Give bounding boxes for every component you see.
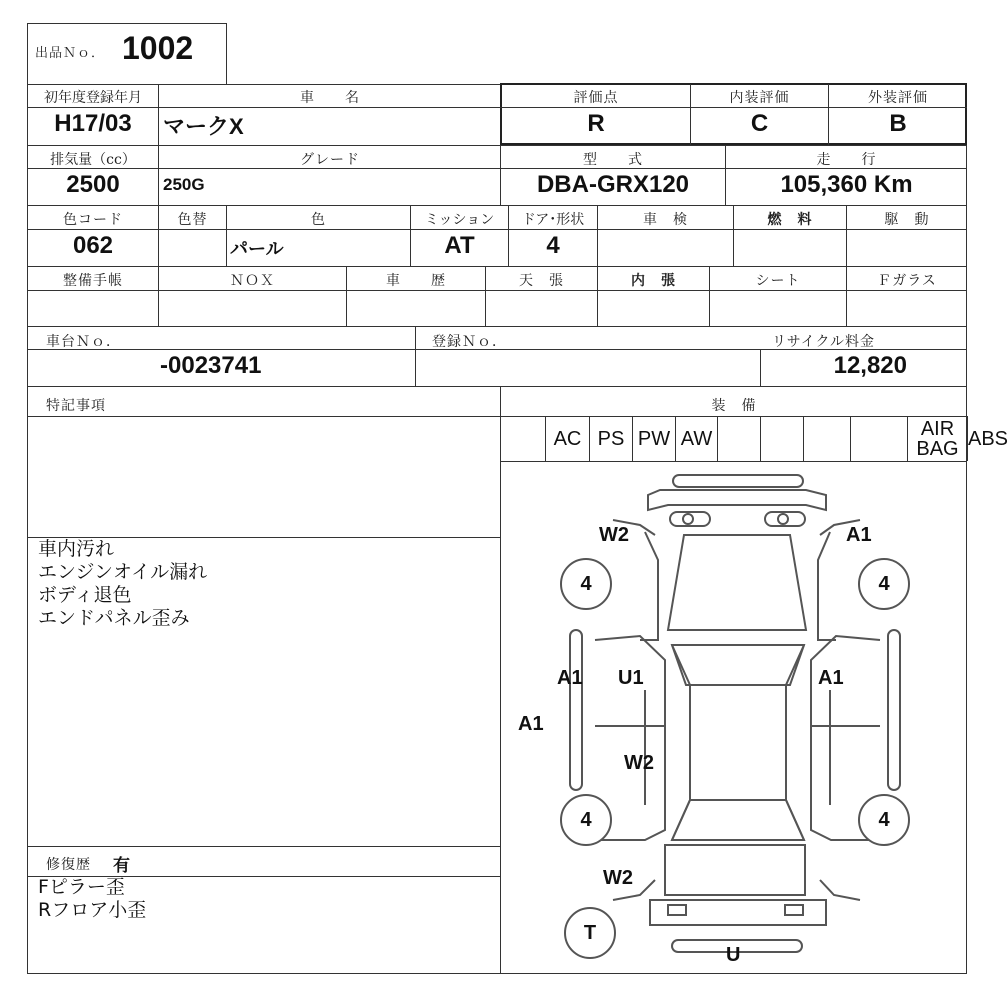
equipment-cell: AC: [545, 416, 589, 461]
displacement-value: 2500: [66, 171, 120, 198]
mission-value: AT: [444, 232, 475, 259]
displacement-label: 排気量（cc）: [50, 152, 136, 168]
grade-label: グレード: [300, 152, 360, 168]
equipment-cell: [500, 416, 545, 461]
score-label: 評価点: [573, 90, 619, 106]
chassis-value: -0023741: [160, 352, 262, 379]
color-code-value: 062: [72, 232, 114, 259]
tire-front-right: 4: [858, 558, 910, 610]
repair-value: 有: [113, 856, 130, 875]
inspection-label: 車 検: [643, 212, 688, 228]
repair-label: 修復歴: [46, 857, 91, 873]
equipment-cell: PW: [632, 416, 675, 461]
tire-rear-right: 4: [858, 794, 910, 846]
first-reg-label: 初年度登録年月: [44, 90, 142, 106]
history-label: 車 歴: [386, 273, 446, 289]
interior-value: C: [750, 110, 769, 137]
damage-mark: W2: [603, 867, 633, 889]
equipment-cell: AIR BAG: [907, 416, 967, 461]
fuel-label: 燃 料: [767, 212, 813, 228]
mileage-label: 走 行: [816, 152, 877, 168]
damage-mark: A1: [846, 524, 872, 546]
notes-line: エンジンオイル漏れ: [38, 561, 208, 583]
damage-mark: U1: [618, 667, 644, 689]
nox-label: ＮＯＸ: [230, 273, 275, 289]
equipment-cell: AW: [675, 416, 717, 461]
mileage-value: 105,360 Km: [780, 171, 913, 198]
tire-front-left: 4: [560, 558, 612, 610]
lot-label: 出品Ｎｏ．: [35, 46, 106, 61]
roof-label: 天 張: [519, 273, 564, 289]
fglass-label: Ｆガラス: [877, 273, 937, 289]
equipment-cell: ABS: [967, 416, 1008, 461]
seat-label: シート: [755, 273, 801, 289]
notes-line: エンドパネル歪み: [38, 607, 190, 629]
door-value: 4: [546, 232, 560, 259]
mission-label: ミッション: [424, 212, 495, 228]
car-name-value: マークX: [163, 114, 244, 139]
recycle-value: 12,820: [833, 352, 907, 379]
score-value: R: [587, 110, 605, 137]
color-value: パール: [230, 239, 284, 259]
damage-mark: W2: [624, 752, 654, 774]
maint-label: 整備手帳: [63, 273, 123, 289]
door-label: ドア･形状: [521, 212, 585, 228]
interior-label: 内装評価: [729, 90, 790, 106]
damage-mark: U: [726, 944, 741, 966]
repair-line: Rフロア小歪: [38, 899, 147, 921]
notes-label: 特記事項: [46, 398, 106, 414]
color-label: 色: [311, 212, 326, 228]
car-diagram: [500, 462, 966, 972]
grade-value: 250G: [163, 175, 205, 194]
exterior-label: 外装評価: [868, 90, 928, 106]
damage-mark: A1: [557, 667, 583, 689]
color-code-label: 色コード: [63, 212, 123, 228]
damage-mark: A1: [818, 667, 844, 689]
tire-rear-left: 4: [560, 794, 612, 846]
equipment-cell: [717, 416, 760, 461]
notes-line: 車内汚れ: [38, 538, 115, 560]
car-name-label: 車 名: [300, 90, 360, 106]
repaint-label: 色替: [177, 212, 208, 228]
equipment-cell: PS: [589, 416, 632, 461]
model-label: 型 式: [583, 152, 643, 168]
model-value: DBA-GRX120: [536, 171, 690, 198]
equipment-cell: [760, 416, 803, 461]
lot-number: 1002: [122, 30, 194, 66]
equipment-label: 装 備: [711, 398, 757, 414]
reg-label: 登録Ｎｏ．: [432, 334, 507, 350]
damage-mark: A1: [518, 713, 544, 735]
spare-tire: T: [564, 907, 616, 959]
inner-label: 内 張: [631, 273, 676, 289]
exterior-value: B: [889, 110, 907, 137]
chassis-label: 車台Ｎｏ．: [46, 334, 121, 350]
repair-line: Fピラー歪: [38, 876, 125, 898]
drive-label: 駆 動: [884, 212, 930, 228]
equipment-cell: [850, 416, 907, 461]
first-reg-value: H17/03: [54, 110, 132, 137]
damage-mark: W2: [599, 524, 629, 546]
recycle-label: リサイクル料金: [772, 334, 876, 350]
equipment-cell: [803, 416, 850, 461]
notes-line: ボディ退色: [38, 584, 132, 606]
